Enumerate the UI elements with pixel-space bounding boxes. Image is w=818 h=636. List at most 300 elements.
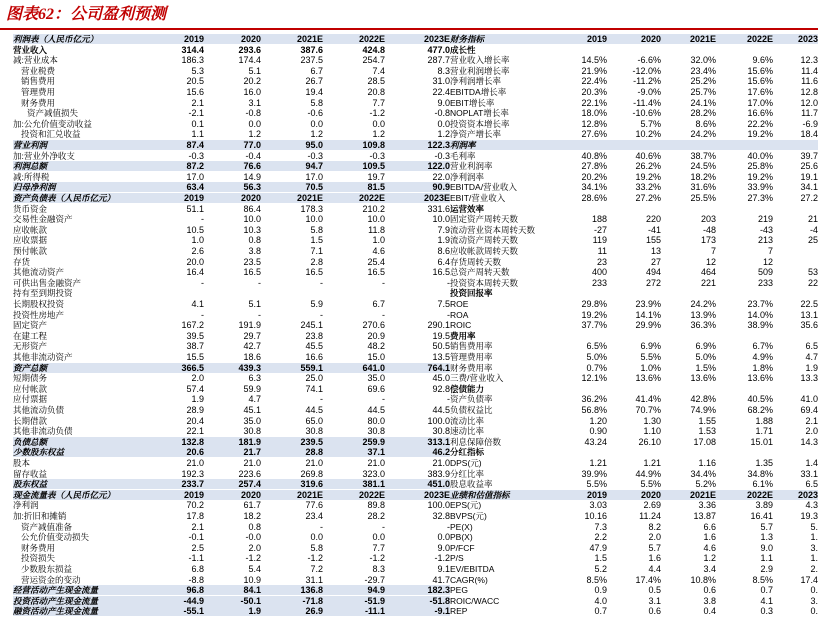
row-label: 预付帐款 [13, 246, 48, 256]
row-label: 业绩和估值指标 [450, 489, 510, 500]
row-value: 2020 [240, 193, 261, 203]
row-value: 25 [807, 235, 818, 246]
row-value: 7.9 [437, 224, 450, 235]
row-label: 短期债务 [13, 373, 48, 384]
row-value: -1.2 [307, 553, 323, 564]
row-value: 0.6 [703, 585, 716, 596]
row-value: 1.2 [437, 129, 450, 140]
row-value [760, 246, 818, 256]
row-label: 加:折旧和摊销 [13, 511, 67, 521]
row-value: - [201, 309, 204, 320]
row-value: 1.2 [248, 129, 261, 140]
row-label: 营业税费 [21, 65, 56, 76]
row-value: 186.3 [181, 55, 204, 66]
row-value: 27.8% [581, 161, 607, 172]
row-value: 1.8% [752, 362, 773, 373]
row-value: 14.0% [747, 309, 773, 320]
row-value: 1.2 [310, 129, 323, 140]
left-table-row [13, 288, 450, 298]
row-value: 2.69 [643, 500, 661, 511]
row-value: 50.5 [432, 341, 450, 352]
row-value: 31.1 [305, 574, 323, 585]
row-value: 1.1 [191, 129, 204, 140]
left-table-row [13, 193, 450, 203]
right-table-row [450, 606, 818, 616]
row-label: 三费/营业收入 [450, 373, 504, 384]
row-label: 无形资产 [13, 341, 48, 352]
row-label: 在建工程 [13, 330, 48, 341]
left-table-row [13, 405, 450, 415]
row-value: 203 [700, 214, 716, 225]
row-value: 18.0% [581, 108, 607, 119]
row-value: 28.8 [305, 447, 323, 458]
right-table-row [450, 214, 818, 224]
row-value: -55.1 [183, 606, 204, 617]
row-value: 245.1 [300, 320, 323, 331]
row-value [760, 331, 818, 341]
row-label: 可供出售金融资产 [13, 277, 82, 288]
row-value: 1.2 [372, 129, 385, 140]
row-value: -11.4% [633, 97, 661, 108]
row-value: 1.2 [703, 553, 716, 564]
row-value: 28.2% [690, 108, 716, 119]
row-value: 2023E [423, 489, 450, 500]
row-value: 15.5 [186, 352, 204, 362]
row-value: 45.0 [432, 373, 450, 384]
row-value: 10.5 [186, 224, 204, 235]
row-value: 9.0 [437, 97, 450, 108]
row-value: 44.9% [635, 468, 661, 479]
row-value: 36.2% [581, 394, 607, 405]
row-value: 2019 [183, 34, 204, 44]
row-value: 22.4% [581, 76, 607, 87]
row-value: 323.0 [362, 468, 385, 479]
row-value: 34.1 [800, 182, 818, 193]
right-table-row [450, 511, 818, 521]
right-table-row [450, 575, 818, 585]
left-table-row [13, 585, 450, 595]
row-value: - [382, 521, 385, 532]
left-table-row [13, 490, 450, 500]
row-value [603, 288, 661, 298]
row-value: 13.5 [432, 352, 450, 362]
row-value: 3.8 [248, 246, 261, 256]
row-value: 16.5 [305, 267, 323, 278]
row-value: -0.4 [245, 150, 261, 161]
row-value: 94.9 [367, 585, 385, 596]
row-value: 44.5 [305, 405, 323, 415]
row-label: EBIT/营业收入 [450, 193, 506, 203]
row-value: 22.4 [432, 87, 450, 97]
row-value: 5.2 [594, 564, 607, 574]
row-label: CAGR(%) [450, 574, 488, 585]
row-value: -4 [809, 224, 818, 235]
row-value: 2.6 [191, 246, 204, 256]
right-table-row [450, 426, 818, 436]
row-label: 应付票据 [13, 394, 48, 405]
row-value: 27 [650, 256, 661, 267]
right-table-row [450, 225, 818, 235]
left-table-row [13, 246, 450, 256]
row-value: 0.7% [586, 362, 607, 373]
right-table-row [450, 543, 818, 553]
row-value: 24.2% [690, 299, 716, 309]
left-table-row [13, 45, 450, 55]
row-value: 3. [810, 595, 818, 606]
row-value: 1.0 [191, 235, 204, 246]
row-value [549, 447, 607, 457]
row-label: 应收帐款 [13, 224, 48, 235]
row-value: 178.3 [300, 203, 323, 214]
row-value: 0.4 [703, 606, 716, 617]
right-table-row [450, 437, 818, 447]
row-label: 其他非流动资产 [13, 352, 73, 362]
row-value [760, 257, 818, 267]
row-value: 10.16 [584, 511, 607, 521]
row-value: 5.1 [248, 65, 261, 76]
row-value: 20.9 [367, 330, 385, 341]
left-table-row [13, 522, 450, 532]
row-value: 11.4 [801, 65, 818, 76]
row-value: 3.36 [698, 500, 716, 511]
row-value: 2022E [358, 489, 385, 500]
row-value: 18.6 [243, 352, 261, 362]
row-value: 95.0 [305, 140, 323, 150]
row-value: 7.4 [372, 65, 385, 76]
row-value: 174.4 [238, 55, 261, 66]
row-label: 资产总额 [13, 362, 48, 373]
right-table-row [450, 553, 818, 563]
row-value: 40.8% [581, 150, 607, 161]
row-value: 5.4 [248, 564, 261, 574]
row-value: 25.0 [305, 373, 323, 384]
row-label: 流动比率 [450, 415, 485, 426]
row-label: 流动资产周转天数 [450, 235, 519, 246]
row-value: 30.8 [367, 426, 385, 437]
row-value: -29.7 [364, 574, 385, 585]
row-value: 2019 [183, 193, 204, 203]
row-label: 财务费用 [21, 542, 56, 553]
row-label: PE(X) [450, 521, 473, 532]
row-value: 19.4 [305, 87, 323, 97]
row-value: 8.3 [437, 65, 450, 76]
right-table-row [450, 87, 818, 97]
row-value: 92.8 [432, 383, 450, 394]
row-value: -0.3 [188, 150, 204, 161]
row-value: 1.4 [805, 458, 818, 468]
row-value [658, 447, 716, 457]
row-value [603, 45, 661, 55]
row-value: 0.7 [760, 585, 773, 596]
row-value: 53 [807, 267, 818, 278]
row-value: 7.1 [310, 246, 323, 256]
left-table-row [13, 384, 450, 394]
left-table-row [13, 543, 450, 553]
row-value: 181.9 [238, 436, 261, 447]
right-table-row [450, 76, 818, 86]
row-label: 毛利率 [450, 150, 476, 161]
row-value: -51.9 [364, 595, 385, 606]
row-value [658, 45, 716, 55]
row-value: 23.9% [635, 299, 661, 309]
row-label: 应收票据 [13, 235, 48, 246]
row-label: 其他流动负债 [13, 405, 65, 415]
row-value: 27.6% [581, 129, 607, 140]
left-table-row [13, 278, 450, 288]
row-value: 2022E [746, 489, 773, 500]
row-value: 2023 [797, 34, 818, 44]
row-value: -2.1 [188, 108, 204, 119]
left-table-row [13, 257, 450, 267]
left-table-row [13, 341, 450, 351]
row-value: 21.0 [186, 458, 204, 468]
row-value: 21 [807, 214, 818, 225]
row-value: 9.6% [752, 55, 773, 66]
row-value: - [320, 277, 323, 288]
row-value: 21.0 [243, 458, 261, 468]
row-value: 25.7% [690, 87, 716, 97]
row-value [603, 447, 661, 457]
left-table-row [13, 87, 450, 97]
row-label: 股本 [13, 458, 31, 468]
row-value: 0.7 [594, 606, 607, 617]
row-value: 210.2 [362, 203, 385, 214]
row-value: 290.1 [427, 320, 450, 331]
row-label: 流动营业资本周转天数 [450, 224, 536, 235]
row-value: 764.1 [427, 362, 450, 373]
right-table-row [450, 479, 818, 489]
row-value: 23.4% [690, 65, 716, 76]
row-value: 25.8% [747, 161, 773, 172]
row-label: 存货周转天数 [450, 256, 502, 267]
row-value: 40.5% [747, 394, 773, 405]
row-value: - [447, 309, 450, 320]
left-table-row [13, 320, 450, 330]
row-value: -9.1 [434, 606, 450, 617]
row-value: 61.7 [243, 500, 261, 511]
row-label: 负债总额 [13, 436, 48, 447]
row-label: 投资回报率 [450, 288, 493, 299]
row-value: 81.5 [367, 182, 385, 193]
row-value: 5.7 [648, 542, 661, 553]
row-value: -0.8 [245, 108, 261, 119]
row-value: 233 [591, 277, 607, 288]
row-value: 17.8 [186, 511, 204, 521]
right-table-row [450, 108, 818, 118]
row-value: -44.9 [183, 595, 204, 606]
row-label: 投资活动产生现金流量 [13, 595, 99, 606]
right-table-row [450, 585, 818, 595]
row-value: 10.9 [243, 574, 261, 585]
row-value: 13.1 [800, 309, 818, 320]
row-value: -9.0% [637, 87, 661, 97]
row-value: 4.6 [372, 246, 385, 256]
right-table-row [450, 458, 818, 468]
row-value: 47.9 [589, 542, 607, 553]
row-value: -1.2 [369, 108, 385, 119]
row-label: 加:公允价值变动收益 [13, 118, 92, 129]
row-value: 2. [810, 564, 818, 574]
row-value: 23.7% [747, 299, 773, 309]
row-value: 76.6 [243, 161, 261, 172]
row-label: PB(X) [450, 532, 473, 543]
row-value: 1.9 [437, 235, 450, 246]
row-value: 4.0 [594, 595, 607, 606]
row-value: 439.3 [238, 362, 261, 373]
row-value: -71.8 [302, 595, 323, 606]
row-value: 1.35 [755, 458, 773, 468]
row-value: 0.90 [589, 426, 607, 437]
row-value: 213 [757, 235, 773, 246]
row-label: 资产负债表（人民币亿元） [13, 193, 116, 203]
left-table-row [13, 235, 450, 245]
row-value: 136.8 [300, 585, 323, 596]
row-value [549, 288, 607, 298]
row-value: 27.3% [747, 193, 773, 203]
row-value: -0.3 [434, 150, 450, 161]
row-value: 40.0% [747, 150, 773, 161]
row-value: 167.2 [181, 320, 204, 331]
row-value: 4.3 [805, 500, 818, 511]
row-label: 资产减值准备 [21, 521, 73, 532]
row-value: 48.2 [367, 341, 385, 352]
row-value: 2.1 [191, 97, 204, 108]
row-label: 利润总额 [13, 161, 48, 172]
left-table-row [13, 437, 450, 447]
row-value: 19.5 [432, 330, 450, 341]
row-value: 287.7 [427, 55, 450, 66]
row-label: 成长性 [450, 44, 476, 55]
row-value: 366.5 [181, 362, 204, 373]
row-value: - [320, 394, 323, 405]
row-value: 313.1 [427, 436, 450, 447]
right-table-row [450, 161, 818, 171]
row-value: 381.1 [362, 479, 385, 490]
row-value: 2022E [746, 34, 773, 44]
row-value: 0. [810, 585, 818, 596]
left-table-row [13, 151, 450, 161]
right-table-row [450, 140, 818, 150]
row-value: 10.0 [305, 214, 323, 225]
row-value: 7.5 [437, 299, 450, 309]
row-value: 5.5% [640, 479, 661, 490]
row-value: 3.1 [248, 97, 261, 108]
row-value: - [320, 521, 323, 532]
row-label: 长期借款 [13, 415, 48, 426]
row-value: 32.8 [432, 511, 450, 521]
row-value: 2020 [640, 489, 661, 500]
row-value: 16.41 [750, 511, 773, 521]
row-value: -6.9 [802, 118, 818, 129]
row-value: 41.0 [800, 394, 818, 405]
row-label: 营业利润 [13, 140, 48, 150]
row-value: 96.8 [186, 585, 204, 596]
row-label: 归母净利润 [13, 182, 56, 193]
row-label: 少数股东权益 [13, 447, 65, 458]
row-value: 7.7 [372, 97, 385, 108]
row-value: 1.9 [805, 362, 818, 373]
row-value: - [447, 521, 450, 532]
row-value: 9.1 [437, 564, 450, 574]
row-value: 28.5 [367, 76, 385, 87]
row-value [658, 331, 716, 341]
row-value: 44.5 [432, 405, 450, 415]
row-value: 17.4% [635, 574, 661, 585]
row-label: 营业利润率 [450, 161, 493, 172]
row-value: 1.10 [643, 426, 661, 437]
row-value: 13.3 [800, 373, 818, 384]
row-label: 留存收益 [13, 468, 48, 479]
row-value: 90.9 [432, 182, 450, 193]
row-value: 13 [650, 246, 661, 256]
row-value: 12.3 [800, 55, 818, 66]
row-value: 1.9 [191, 394, 204, 405]
row-value: 43.24 [584, 436, 607, 447]
row-value: 5.7 [760, 521, 773, 532]
row-value [327, 288, 385, 298]
row-value: 0.0 [248, 118, 261, 129]
right-table-row [450, 363, 818, 373]
row-value: 2.1 [191, 521, 204, 532]
right-table-row [450, 235, 818, 245]
row-value: 8.5% [586, 574, 607, 585]
row-value: 21.7 [243, 447, 261, 458]
left-table-row [13, 108, 450, 118]
row-value: 22.5 [800, 299, 818, 309]
row-value: 3.8 [703, 595, 716, 606]
row-value: 38.7 [186, 341, 204, 352]
row-value: -1.2 [434, 553, 450, 564]
row-value: 5.3 [191, 65, 204, 76]
row-value: - [382, 277, 385, 288]
row-value: 1. [810, 532, 818, 543]
row-label: 投资资本周转天数 [450, 277, 519, 288]
row-value: 7.7 [372, 542, 385, 553]
row-value: 70.2 [186, 500, 204, 511]
row-value: -10.6% [632, 108, 661, 119]
row-value: 22.0 [432, 171, 450, 182]
right-table-row [450, 564, 818, 574]
row-value: 34.8% [747, 468, 773, 479]
row-value: 74.1 [305, 383, 323, 394]
row-value: 2.8 [310, 256, 323, 267]
row-value: -1.2 [369, 553, 385, 564]
row-label: 持有至到期投资 [13, 288, 73, 299]
left-table-row [13, 119, 450, 129]
row-value [658, 204, 716, 214]
row-value: 192.3 [181, 468, 204, 479]
row-value: 0.3 [760, 606, 773, 617]
right-table-row [450, 500, 818, 510]
row-label: 加:营业外净收支 [13, 150, 75, 161]
row-value: 559.1 [300, 362, 323, 373]
right-table-row [450, 384, 818, 394]
row-value: 1.1 [760, 553, 773, 564]
row-value: 1.30 [643, 415, 661, 426]
row-value: 6.7 [310, 65, 323, 76]
row-value: 2.9 [760, 564, 773, 574]
row-value: 9.0 [760, 542, 773, 553]
row-value: 94.7 [305, 161, 323, 172]
row-value: 0.0 [437, 532, 450, 543]
right-table-row [450, 151, 818, 161]
row-value: 2023 [797, 489, 818, 500]
right-table-row [450, 394, 818, 404]
row-value: 6.1% [752, 479, 773, 490]
row-value: 109.5 [362, 161, 385, 172]
row-value: 1. [810, 553, 818, 564]
row-value: 0.1 [191, 118, 204, 129]
